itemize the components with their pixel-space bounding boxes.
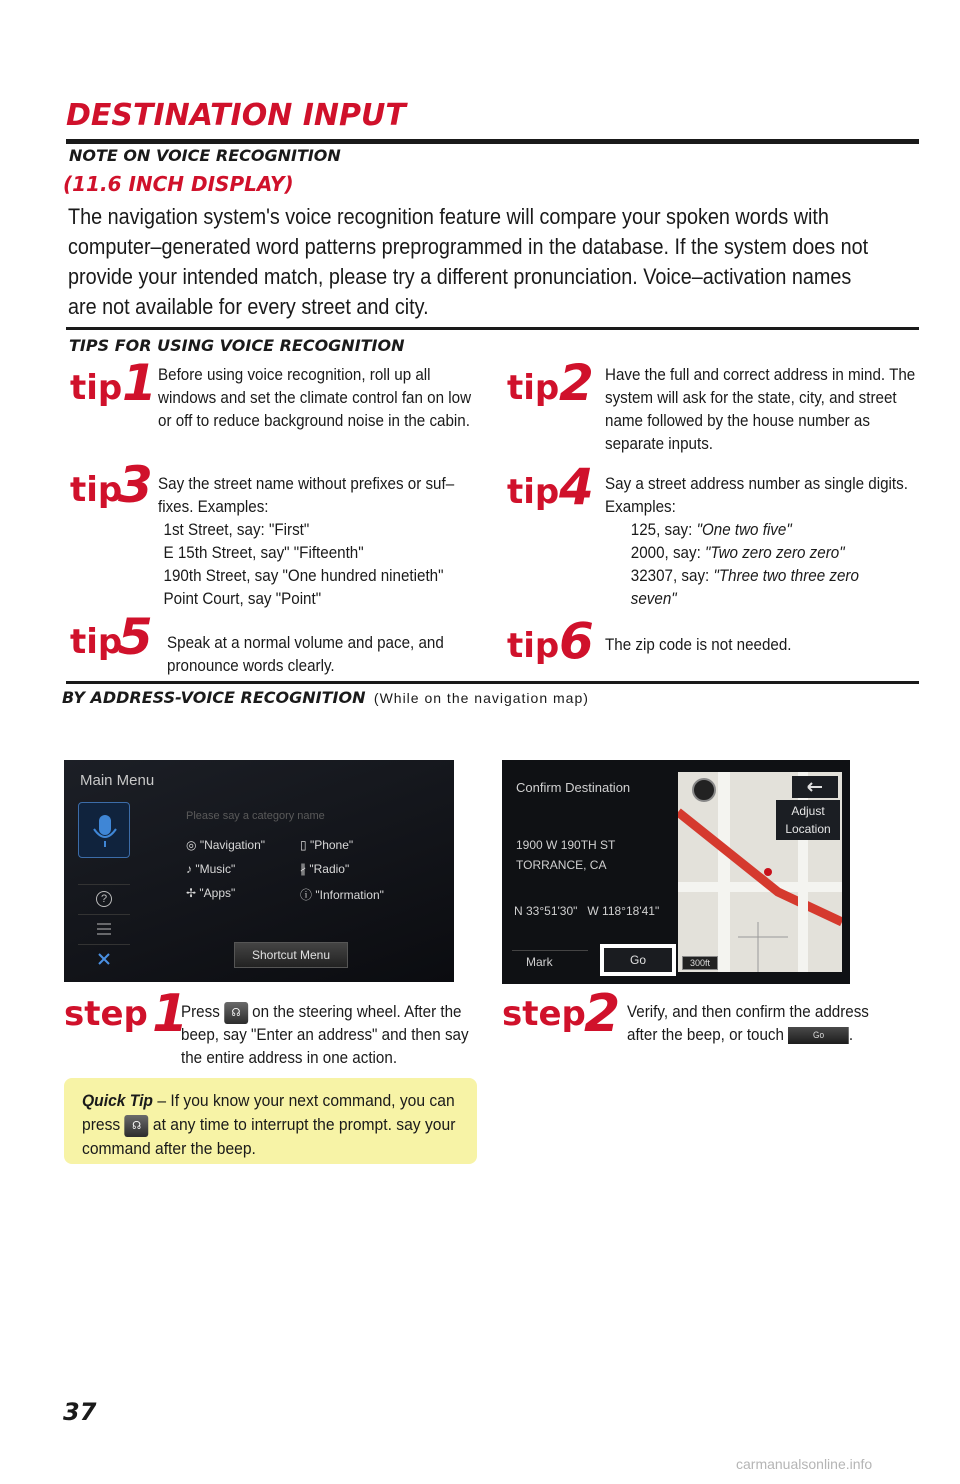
tip-4-example — [631, 519, 918, 542]
page-number: 37 — [63, 1398, 97, 1426]
close-button[interactable] — [78, 944, 130, 972]
tip-5-text: Speak at a normal volume and pace, and pronounce words clearly. — [167, 634, 444, 675]
tip-4-example — [631, 565, 870, 611]
address-line-1: 1900 W 190TH ST — [516, 838, 616, 852]
radio-icon: ∦ — [300, 862, 310, 876]
confirm-destination-screenshot — [502, 760, 850, 984]
example-label: 125, say: — [630, 521, 697, 539]
back-button[interactable] — [792, 776, 838, 798]
tip-number: 4 — [559, 458, 594, 516]
intro-paragraph: The navigation system's voice recognition feature will compare your spoken words with computer–generated word patterns preprogrammed in the database. If the system does not provide your intended match, please try a different pronunciation. Voice–activation names are not available for every street and city. — [68, 204, 869, 319]
map-scale: 300ft — [682, 956, 718, 970]
menu-item-information[interactable]: ⓘ "Information" — [300, 888, 384, 902]
talk-switch-icon: ☊ — [224, 1002, 248, 1024]
tip-3-example: 1st Street, say: "First" — [163, 521, 310, 539]
tip-3-example: 190th Street, say "One hundred ninetieth" — [163, 567, 444, 585]
phone-icon: ▯ — [300, 838, 310, 852]
talk-switch-icon: ☊ — [125, 1115, 149, 1137]
menu-item-phone[interactable]: ▯ "Phone" — [300, 838, 354, 852]
coordinates: N 33°51'30" W 118°18'41" — [514, 904, 660, 918]
destination-flag-icon — [764, 868, 772, 876]
navigation-icon: ◎ — [186, 838, 200, 852]
tip-number: 1 — [122, 354, 157, 412]
section-subtitle-display: (11.6 INCH DISPLAY) — [63, 172, 294, 196]
watermark: carmanualsonline.info — [736, 1456, 873, 1472]
tip-2-text: Have the full and correct address in mind. The system will ask for the state, city, and street name followed by the house number as separate inputs. — [605, 366, 916, 453]
menu-item-apps[interactable]: ✢ "Apps" — [186, 886, 236, 900]
screen-title: Confirm Destination — [516, 780, 631, 795]
tip-3-text — [158, 473, 475, 611]
example-label: 32307, say: — [630, 567, 714, 585]
tip-3-example: Point Court, say "Point" — [163, 590, 322, 608]
apps-icon: ✢ — [186, 886, 200, 900]
menu-item-navigation[interactable]: ◎ "Navigation" — [186, 838, 266, 852]
example-label: 2000, say: — [630, 544, 706, 562]
voice-prompt: Please say a category name — [186, 810, 325, 822]
tip-word: tip — [507, 626, 560, 666]
step-word: step — [502, 994, 586, 1034]
list-icon — [78, 915, 130, 943]
mark-button[interactable]: Mark — [512, 950, 588, 972]
tip-1-text: Before using voice recognition, roll up all windows and set the climate control fan on low or off to reduce background noise in the cabin. — [158, 366, 472, 430]
tip-6-text: The zip code is not needed. — [605, 636, 792, 654]
compass-icon — [692, 778, 716, 802]
tip-word: tip — [507, 368, 560, 408]
go-button-icon: Go — [788, 1027, 849, 1044]
title-rule — [66, 139, 919, 144]
list-button[interactable] — [78, 914, 130, 942]
help-button[interactable] — [78, 884, 130, 912]
menu-item-radio[interactable]: ∦ "Radio" — [300, 862, 350, 876]
address-line-2: TORRANCE, CA — [516, 858, 607, 872]
page-title: DESTINATION INPUT — [66, 98, 406, 133]
information-icon: ⓘ — [300, 888, 316, 902]
tips-heading: TIPS FOR USING VOICE RECOGNITION — [69, 336, 405, 355]
help-icon: ? — [96, 891, 112, 907]
step-number: 2 — [584, 984, 621, 1044]
menu-title: Main Menu — [80, 772, 155, 789]
example-value: "Three two three zero seven" — [630, 567, 859, 608]
step-number: 1 — [152, 984, 189, 1044]
tip-number: 5 — [118, 608, 153, 666]
tip-number: 2 — [559, 354, 594, 412]
address-heading — [62, 688, 589, 708]
back-arrow-icon — [792, 776, 838, 798]
shortcut-menu-button[interactable]: Shortcut Menu — [234, 942, 348, 968]
tip-number: 3 — [118, 456, 153, 514]
address-heading-title: BY ADDRESS-VOICE RECOGNITION — [62, 688, 366, 707]
tip-4-example — [631, 542, 918, 565]
close-icon — [78, 945, 130, 973]
tip-word: tip — [70, 470, 123, 510]
section-subtitle: NOTE ON VOICE RECOGNITION — [69, 146, 341, 165]
tip-word: tip — [70, 622, 123, 662]
tip-4-text — [605, 473, 918, 611]
step-1-text: Press ☊ on the steering wheel. After the beep, say "Enter an address" and then say the entire address in one action. — [181, 1003, 469, 1067]
go-button[interactable]: Go — [600, 944, 676, 976]
tip-3-intro: Say the street name without prefixes or suf–fixes. Examples: — [158, 475, 455, 516]
step-word: step — [64, 994, 148, 1034]
tip-4-intro: Say a street address number as single digits. Examples: — [605, 475, 908, 516]
adjust-location-button[interactable]: Adjust Location — [776, 800, 840, 840]
tips-rule — [66, 681, 919, 684]
example-value: "Two zero zero zero" — [705, 544, 845, 562]
step-2-text: Verify, and then confirm the address after the beep, or touch Go . — [627, 1003, 869, 1044]
tip-word: tip — [70, 368, 123, 408]
tip-number: 6 — [559, 612, 594, 670]
intro-rule — [66, 327, 919, 330]
quick-tip-text: Quick Tip – If you know your next command, you can press ☊ at any time to interrupt the prompt. say your command after the beep. — [82, 1091, 456, 1158]
address-heading-note: (While on the navigation map) — [373, 690, 589, 706]
tip-word: tip — [507, 472, 560, 512]
menu-item-music[interactable]: ♪ "Music" — [186, 862, 236, 876]
example-value: "One two five" — [696, 521, 792, 539]
voice-button[interactable] — [78, 802, 130, 858]
music-icon: ♪ — [186, 862, 196, 876]
microphone-icon — [79, 803, 131, 859]
tip-3-example: E 15th Street, say" "Fifteenth" — [163, 544, 364, 562]
quick-tip-label: Quick Tip — [82, 1091, 153, 1110]
main-menu-screenshot — [64, 760, 454, 982]
